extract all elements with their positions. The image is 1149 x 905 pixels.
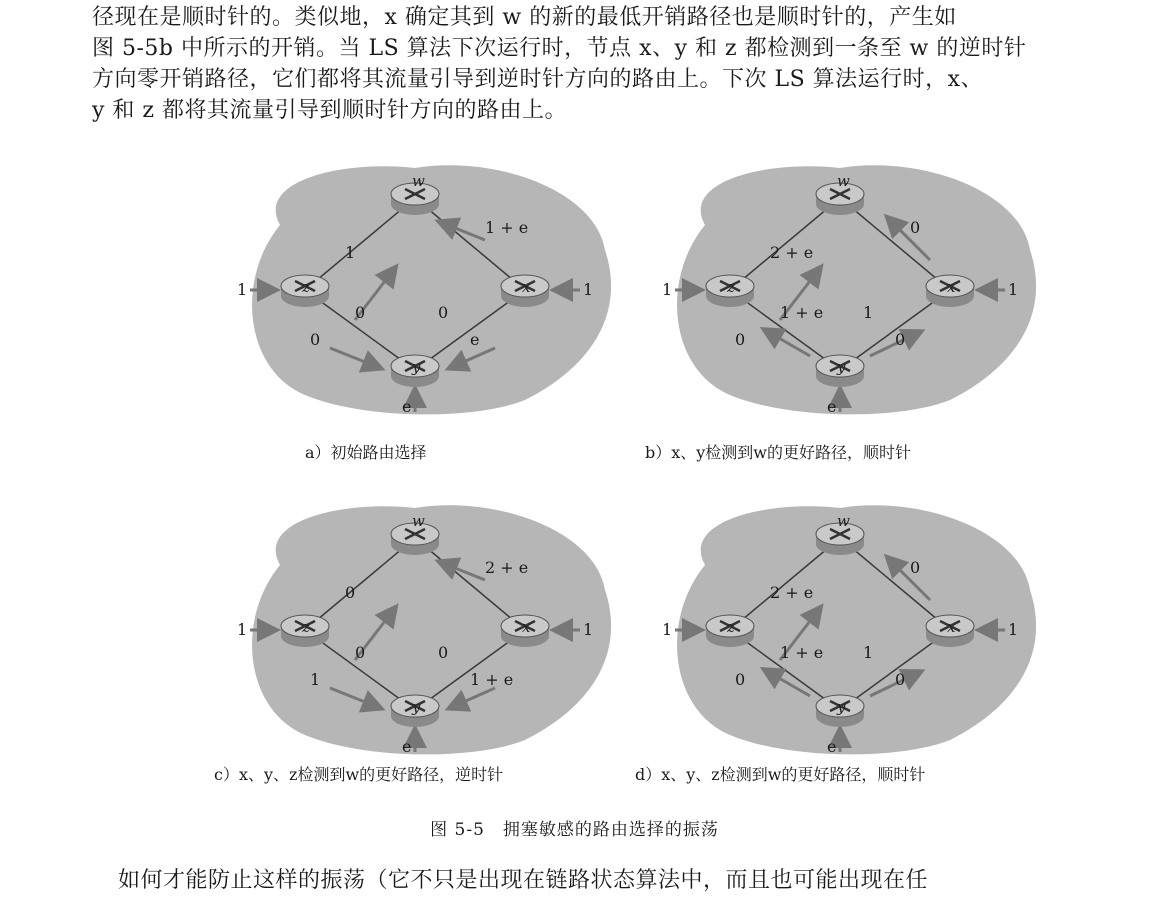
edge-label-xy-inner: 1: [863, 643, 874, 662]
router-x: [926, 615, 974, 647]
body-paragraph-bottom: 如何才能防止这样的振荡（它不只是出现在链路状态算法中，而且也可能出现在任: [118, 868, 929, 893]
edge-label-wx: 1 + e: [485, 218, 529, 237]
edge-label-xy-outer: 0: [895, 330, 906, 349]
node-label-x: x: [947, 278, 956, 296]
edge-label-z-external: 1: [662, 280, 673, 299]
edge-label-x-external: 1: [1008, 620, 1019, 639]
edge-label-zw: 2 + e: [770, 583, 814, 602]
node-label-w: w: [837, 512, 850, 530]
router-x: [501, 275, 549, 307]
edge-label-zy-outer: 0: [735, 670, 746, 689]
panel-caption-a: a）初始路由选择: [305, 443, 427, 462]
edge-label-y-external: e: [827, 397, 837, 416]
edge-label-y-external: e: [402, 737, 412, 756]
router-x: [926, 275, 974, 307]
network-diagram: [620, 490, 1060, 755]
edge-label-zy-outer: 1: [310, 670, 321, 689]
paragraph-line: 图 5-5b 中所示的开销。当 LS 算法下次运行时，节点 x、y 和 z 都检测到一条至 w 的逆时针: [92, 36, 1027, 61]
router-y: [816, 695, 864, 727]
router-y: [391, 355, 439, 387]
edge-label-x-external: 1: [1008, 280, 1019, 299]
figure-panel-c: [195, 490, 635, 755]
edge-label-zy-inner: 0: [355, 303, 366, 322]
edge-label-wx: 0: [910, 218, 921, 237]
node-label-w: w: [412, 512, 425, 530]
panel-caption-c: c）x、y、z检测到w的更好路径，逆时针: [214, 765, 504, 784]
panel-caption-b: b）x、y检测到w的更好路径，顺时针: [645, 443, 912, 462]
node-label-x: x: [522, 618, 531, 636]
edge-label-z-external: 1: [237, 620, 248, 639]
panel-caption-d: d）x、y、z检测到w的更好路径，顺时针: [635, 765, 926, 784]
node-label-z: z: [302, 278, 310, 296]
paragraph-line: y 和 z 都将其流量引导到顺时针方向的路由上。: [92, 98, 568, 123]
router-x: [501, 615, 549, 647]
node-label-x: x: [522, 278, 531, 296]
router-z: [706, 615, 754, 647]
figure-panel-b: [620, 150, 1060, 415]
edge-label-z-external: 1: [237, 280, 248, 299]
router-z: [706, 275, 754, 307]
edge-label-xy-outer: e: [470, 330, 480, 349]
router-z: [281, 275, 329, 307]
network-diagram: [195, 490, 635, 755]
node-label-w: w: [412, 172, 425, 190]
edge-label-zy-outer: 0: [735, 330, 746, 349]
node-label-y: y: [837, 698, 846, 716]
node-label-y: y: [412, 358, 421, 376]
edge-label-xy-outer: 0: [895, 670, 906, 689]
body-paragraph-top: [92, 2, 1122, 126]
edge-label-x-external: 1: [583, 620, 594, 639]
figure-caption: 图 5-5 拥塞敏感的路由选择的振荡: [430, 820, 719, 840]
router-y: [816, 355, 864, 387]
edge-label-zy-outer: 0: [310, 330, 321, 349]
edge-label-xy-outer: 1 + e: [470, 670, 514, 689]
edge-label-wx: 0: [910, 558, 921, 577]
node-label-y: y: [412, 698, 421, 716]
edge-label-z-external: 1: [662, 620, 673, 639]
node-label-w: w: [837, 172, 850, 190]
edge-label-xy-inner: 0: [438, 303, 449, 322]
edge-label-y-external: e: [827, 737, 837, 756]
node-label-z: z: [727, 618, 735, 636]
node-label-z: z: [727, 278, 735, 296]
edge-label-wx: 2 + e: [485, 558, 529, 577]
router-z: [281, 615, 329, 647]
node-label-y: y: [837, 358, 846, 376]
router-y: [391, 695, 439, 727]
edge-label-zy-inner: 0: [355, 643, 366, 662]
edge-label-zw: 2 + e: [770, 243, 814, 262]
node-label-z: z: [302, 618, 310, 636]
edge-label-zw: 1: [345, 243, 356, 262]
node-label-x: x: [947, 618, 956, 636]
network-diagram: [620, 150, 1060, 415]
paragraph-line: 径现在是顺时针的。类似地，x 确定其到 w 的新的最低开销路径也是顺时针的，产生如: [92, 5, 957, 30]
edge-label-zy-inner: 1 + e: [780, 643, 824, 662]
edge-label-xy-inner: 0: [438, 643, 449, 662]
network-diagram: [195, 150, 635, 415]
edge-label-y-external: e: [402, 397, 412, 416]
edge-label-xy-inner: 1: [863, 303, 874, 322]
figure-panel-a: [195, 150, 635, 415]
edge-label-x-external: 1: [583, 280, 594, 299]
figure-panel-d: [620, 490, 1060, 755]
paragraph-line: 方向零开销路径，它们都将其流量引导到逆时针方向的路由上。下次 LS 算法运行时，x、: [92, 67, 984, 92]
edge-label-zw: 0: [345, 583, 356, 602]
edge-label-zy-inner: 1 + e: [780, 303, 824, 322]
